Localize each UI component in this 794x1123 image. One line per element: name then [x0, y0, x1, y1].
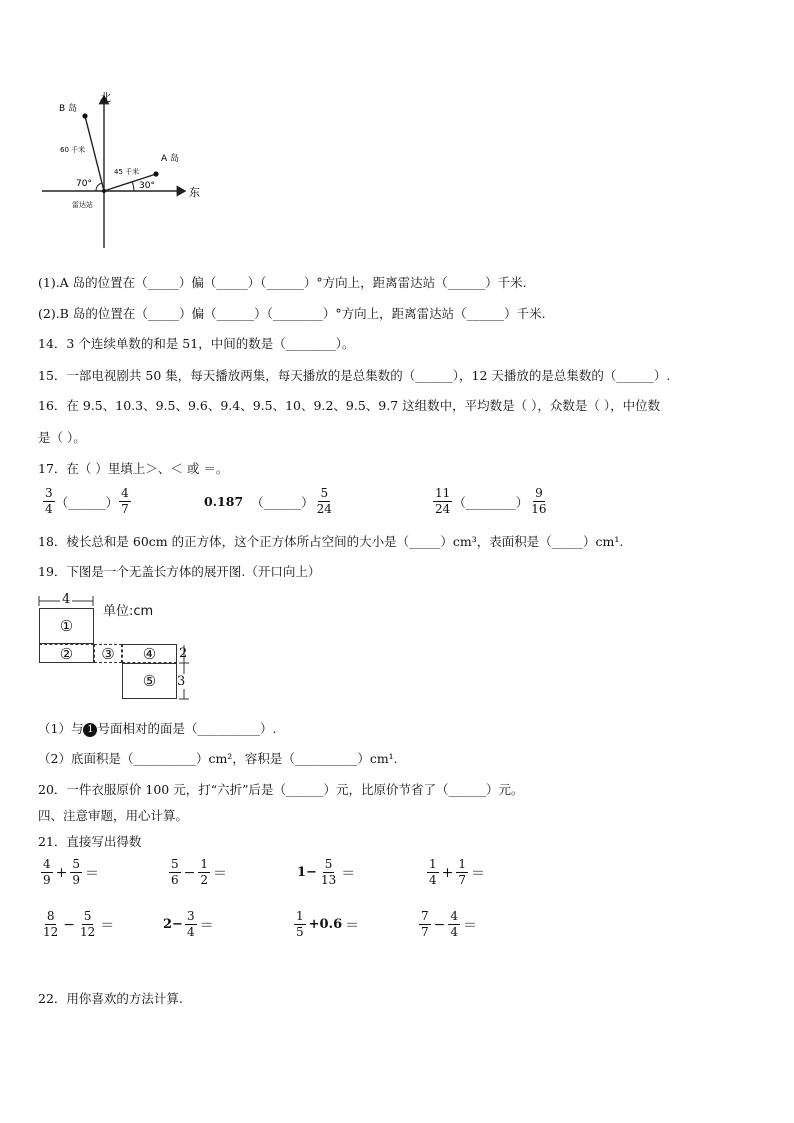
answer-blank[interactable]: （______） [251, 494, 314, 510]
expr-4: $\frac{1}{4}$ + $\frac{1}{7}$ ＝ [429, 857, 486, 887]
expr-1: $\frac{4}{9}$ + $\frac{5}{9}$ ＝ [43, 857, 100, 887]
distance-a-label: 45 千米 [114, 168, 140, 176]
island-a-label: A 岛 [161, 154, 180, 164]
section-4-heading: 四、注意审题，用心计算。 [38, 808, 189, 823]
east-label: 东 [189, 186, 200, 199]
fraction: $\frac{3}{4}$ [45, 486, 53, 516]
face-4: ④ [122, 644, 177, 663]
fraction: $\frac{5}{24}$ [316, 486, 332, 516]
question-18: 18．棱长总和是 60cm 的正方体，这个正方体所占空间的大小是（_____）cm³，表面积是（_____）cm¹. [38, 534, 624, 549]
q17-item-3 [432, 487, 550, 516]
island-b-label: B 岛 [59, 104, 78, 114]
question-20: 20．一件衣服原价 100 元，打“六折”后是（______）元，比原价节省了（______）元。 [38, 782, 524, 797]
angle-arc-a [132, 181, 134, 191]
expr-5: $\frac{8}{12}$ − $\frac{5}{12}$ ＝ [43, 909, 115, 939]
angle-b-label: 70° [76, 179, 92, 189]
face-2: ② [39, 644, 94, 663]
fraction: $\frac{11}{24}$ [435, 486, 451, 516]
dimension-2: 2 [179, 646, 188, 661]
expr-2: $\frac{5}{6}$ − $\frac{1}{2}$ ＝ [171, 857, 228, 887]
face-1: ① [39, 608, 94, 644]
answer-blank[interactable]: （______） [55, 494, 119, 510]
q17-item-1 [42, 487, 132, 516]
expr-8: $\frac{7}{7}$ − $\frac{4}{4}$ ＝ [421, 909, 478, 939]
question-22: 22．用你喜欢的方法计算. [38, 991, 183, 1006]
expr-6: 2− $\frac{3}{4}$ ＝ [163, 909, 214, 939]
question-16-line2: 是（ ）。 [38, 430, 86, 445]
station-dot [102, 189, 106, 193]
question-17-title: 17．在（ ）里填上＞、＜ 或 ＝。 [38, 461, 229, 476]
question-19-title: 19．下图是一个无盖长方体的展开图.（开口向上） [38, 564, 321, 579]
distance-b-label: 60 千米 [60, 146, 86, 154]
q19-sub1: （1）与 1 号面相对的面是（__________）. [38, 721, 277, 736]
north-label: 北 [100, 91, 111, 104]
angle-arc-b [96, 183, 102, 191]
q13-line2: (2).B 岛的位置在（_____）偏（______）（________）°方向上，距离雷达站（______）千米. [38, 306, 546, 321]
unit-label: 单位:cm [103, 604, 154, 619]
question-15: 15．一部电视剧共 50 集，每天播放两集，每天播放的是总集数的（______），12 天播放的是总集数的（______）. [38, 368, 671, 383]
island-b-dot [82, 113, 87, 118]
expr-3: 1− $\frac{5}{13}$ ＝ [297, 857, 356, 887]
q13-line1: (1).A 岛的位置在（_____）偏（_____）（______）°方向上，距离雷达站（______）千米. [38, 275, 527, 290]
fraction: $\frac{4}{7}$ [121, 486, 129, 516]
q19-sub2: （2）底面积是（__________）cm²，容积是（__________）cm¹. [38, 751, 398, 766]
question-21-title: 21．直接写出得数 [38, 834, 142, 849]
fraction: $\frac{9}{16}$ [531, 486, 547, 516]
angle-a-label: 30° [139, 181, 155, 191]
question-16-line1: 16．在 9.5、10.3、9.5、9.6、9.4、9.5、10、9.2、9.5、9.7 这组数中，平均数是（ ），众数是（ ），中位数 [38, 398, 661, 413]
q17-item-2 [204, 487, 335, 516]
circled-one-icon: 1 [83, 723, 97, 737]
compass-diagram [30, 88, 220, 253]
face-5: ⑤ [122, 663, 177, 699]
dimension-4: 4 [62, 592, 71, 607]
face-3: ③ [94, 644, 122, 663]
box-net-diagram [36, 594, 196, 704]
station-label: 雷达站 [72, 201, 93, 209]
expr-7: $\frac{1}{5}$ +0.6 ＝ [296, 909, 360, 939]
dimension-3: 3 [177, 674, 186, 689]
answer-blank[interactable]: （________） [453, 494, 529, 510]
question-14: 14．3 个连续单数的和是 51，中间的数是（________）。 [38, 336, 355, 351]
island-a-dot [153, 171, 158, 176]
decimal-value: 0.187 [204, 494, 244, 509]
